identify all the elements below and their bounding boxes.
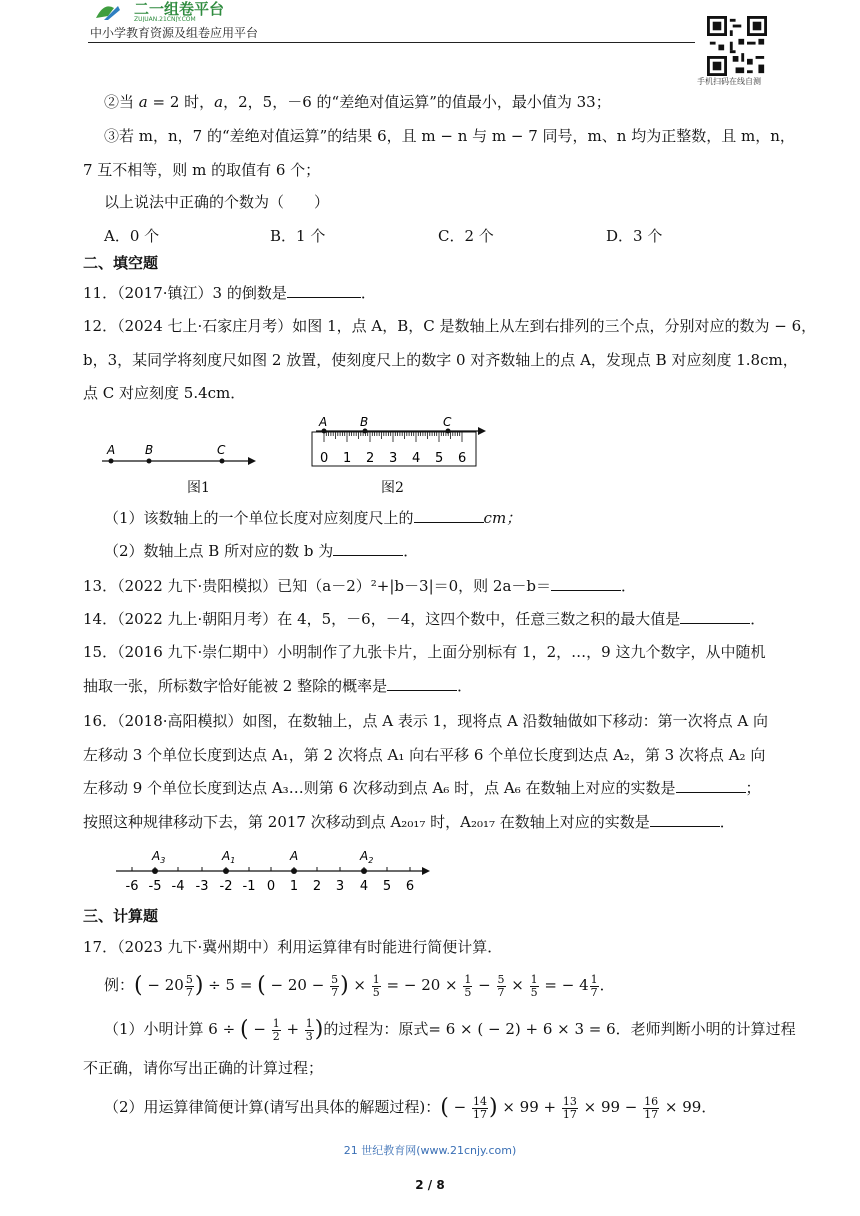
q11: 11．（2017·镇江）3 的倒数是 ． (83, 284, 376, 302)
svg-text:5: 5 (435, 451, 444, 466)
svg-text:1: 1 (343, 451, 352, 466)
svg-text:A: A (319, 415, 328, 429)
svg-text:0: 0 (320, 451, 329, 466)
q17-line-1: 17．（2023 九下·冀州期中）利用运算律有时能进行简便计算． (83, 938, 503, 956)
q16-line-4: 按照这种规律移动下去，第 2017 次移动到点 A₂₀₁₇ 时，A₂₀₁₇ 在数轴上对应的实数是 ． (83, 813, 735, 831)
svg-text:-2: -2 (219, 879, 233, 894)
q17-example: 例：( − 20 $\frac{5}{7}$ ) ÷ 5 = ( − 20 − $\frac{5}{7}$ ) × $\frac{1}{5}$ = − 20 × $\frac{1}{5}$ − $\frac{5}{7}$ × $\frac{1}{5}$ = − 4 $\frac{1}{7}$ ． (104, 972, 615, 999)
svg-text:5: 5 (382, 879, 392, 894)
q12-line-2: b，3，某同学将刻度尺如图 2 放置，使刻度尺上的数字 0 对齐数轴上的点 A，发现点 B 对应刻度 1.8cm， (83, 351, 798, 369)
svg-text:-5: -5 (148, 879, 162, 894)
q10-option-c: C．2 个 (438, 227, 494, 245)
section-calc-title: 三、计算题 (83, 907, 159, 925)
svg-text:1: 1 (289, 879, 299, 894)
q15-line-1: 15．（2016 九下·崇仁期中）小明制作了九张卡片，上面分别标有 1，2，…，9 这九个数字，从中随机 (83, 643, 766, 661)
svg-text:-6: -6 (125, 879, 139, 894)
site-logo (90, 0, 290, 22)
q10-statement-3-cont: 7 互不相等，则 m 的取值有 6 个； (83, 161, 321, 179)
q10-prompt: 以上说法中正确的个数为（ ） (104, 193, 330, 211)
svg-text:B: B (360, 415, 369, 429)
q10-option-b: B．1 个 (270, 227, 326, 245)
qr-code-icon (707, 16, 767, 76)
q13: 13．（2022 九下·贵阳模拟）已知（a－2）²+|b－3|＝0，则 2a－b＝ ． (83, 577, 637, 595)
svg-text:-3: -3 (195, 879, 209, 894)
svg-text:6: 6 (458, 451, 467, 466)
logo-text: 二一组卷平台 (134, 0, 225, 18)
q15-line-2: 抽取一张，所标数字恰好能被 2 整除的概率是 ． (83, 677, 473, 695)
svg-text:-4: -4 (171, 879, 185, 894)
figure-2-caption: 图2 (381, 480, 404, 496)
q12-sub-1: （1）该数轴上的一个单位长度对应刻度尺上的 cm； (104, 509, 522, 527)
svg-text:C: C (443, 415, 452, 429)
q12-sub-2: （2）数轴上点 B 所对应的数 b 为 ． (104, 542, 419, 560)
q16-line-3: 左移动 9 个单位长度到达点 A₃…则第 6 次移动到点 A₆ 时，点 A₆ 在数轴上对应的实数是 ； (83, 779, 761, 797)
q17-sub-1-cont: 不正确，请你写出正确的计算过程； (83, 1059, 324, 1077)
svg-text:C: C (217, 443, 226, 457)
figure-1-caption: 图1 (187, 480, 210, 496)
q16-number-line (112, 846, 436, 894)
figure-1-number-line (98, 440, 258, 470)
q16-line-2: 左移动 3 个单位长度到达点 A₁，第 2 次将点 A₁ 向右平移 6 个单位长度到达点 A₂，第 3 次将点 A₂ 向 (83, 746, 766, 764)
svg-text:0: 0 (266, 879, 276, 894)
svg-text:A3: $A_3$ (152, 849, 166, 865)
q10-option-d: D．3 个 (606, 227, 663, 245)
svg-text:2: 2 (366, 451, 375, 466)
header-subtitle: 中小学教育资源及组卷应用平台 (90, 26, 259, 40)
svg-text:4: 4 (359, 879, 369, 894)
svg-text:A: A (107, 443, 116, 457)
qr-caption: 手机扫码在线自测 (697, 77, 761, 86)
page-number: 2 / 8 (415, 1178, 445, 1192)
svg-text:2: 2 (312, 879, 322, 894)
svg-text:B: B (145, 443, 154, 457)
figure-2-ruler (308, 412, 488, 470)
svg-text:A1: $A_1$ (222, 849, 236, 865)
section-fill-in-title: 二、填空题 (83, 254, 159, 272)
q12-line-3: 点 C 对应刻度 5.4cm． (83, 384, 246, 402)
q10-statement-2: ②当 a = 2 时，a，2，5，－6 的“差绝对值运算”的值最小，最小值为 33； (104, 93, 611, 111)
svg-text:A: A (290, 849, 299, 863)
footer-site-link[interactable]: 21 世纪教育网(www.21cnjy.com) (343, 1144, 517, 1157)
q16-line-1: 16．（2018·高阳模拟）如图，在数轴上，点 A 表示 1，现将点 A 沿数轴做如下移动：第一次将点 A 向 (83, 712, 768, 730)
q10-option-a: A．0 个 (104, 227, 160, 245)
header-divider (88, 42, 695, 43)
q17-sub-1: （1）小明计算 6 ÷ ( − $\frac{1}{2}$ + $\frac{1}{3}$ )的过程为：原式= 6 × ( − 2) + 6 × 3 = 6．老师判断小明的计算过程 (104, 1016, 796, 1043)
svg-text:-1: -1 (242, 879, 256, 894)
q14: 14．（2022 九上·朝阳月考）在 4，5，－6，－4，这四个数中，任意三数之积的最大值是 ． (83, 610, 766, 628)
logo-url: ZUJUAN.21CNJY.COM (134, 16, 196, 22)
q17-sub-2: （2）用运算律简便计算(请写出具体的解题过程)：( − $\frac{14}{17}$ ) × 99 + $\frac{13}{17}$ × 99 − $\frac{16}{17}$ × 99． (104, 1094, 717, 1121)
q10-statement-3: ③若 m，n，7 的“差绝对值运算”的结果 6，且 m − n 与 m − 7 同号，m、n 均为正整数，且 m，n， (104, 127, 795, 145)
svg-text:3: 3 (389, 451, 398, 466)
q12-line-1: 12．（2024 七上·石家庄月考）如图 1，点 A，B，C 是数轴上从左到右排列的三个点，分别对应的数为 − 6， (83, 317, 817, 335)
svg-text:3: 3 (335, 879, 345, 894)
svg-text:4: 4 (412, 451, 421, 466)
svg-text:A2: $A_2$ (360, 849, 374, 865)
svg-text:6: 6 (405, 879, 415, 894)
